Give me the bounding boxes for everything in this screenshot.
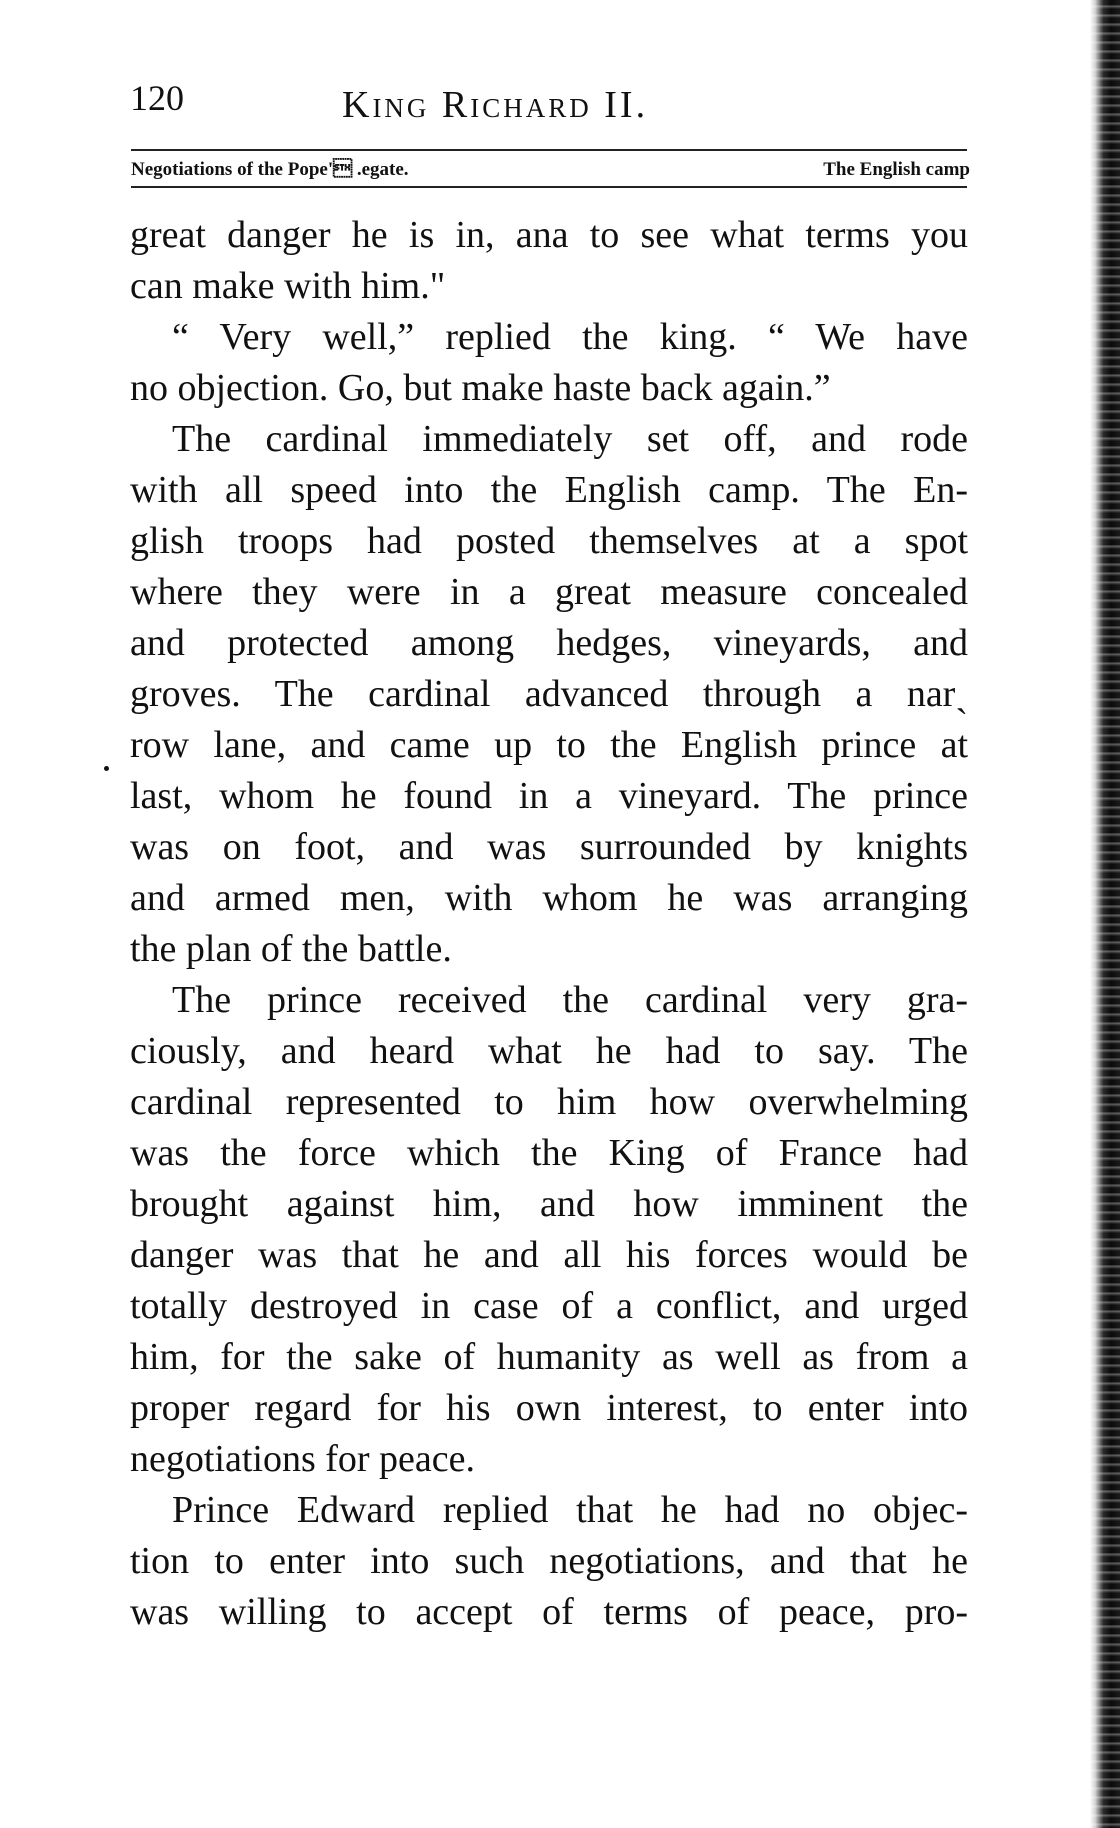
text-line: great danger he is in, ana to see what terms you [130, 214, 968, 256]
text-line: groves. The cardinal advanced through a narˎ [130, 673, 968, 715]
text-line: The prince received the cardinal very gra- [172, 979, 968, 1021]
text-line: no objection. Go, but make haste back again.” [130, 367, 831, 409]
text-line: tion to enter into such negotiations, and that he [130, 1540, 968, 1582]
text-line: and armed men, with whom he was arranging [130, 877, 968, 919]
text-line: cardinal represented to him how overwhelming [130, 1081, 968, 1123]
text-line: danger was that he and all his forces would be [130, 1234, 968, 1276]
text-line: glish troops had posted themselves at a spot [130, 520, 968, 562]
text-line: where they were in a great measure concealed [130, 571, 968, 613]
header-rule-top [131, 149, 967, 151]
text-line: was willing to accept of terms of peace, pro- [130, 1591, 968, 1633]
running-title: King Richard II. [342, 84, 649, 126]
text-line: him, for the sake of humanity as well as from a [130, 1336, 968, 1378]
text-line: the plan of the battle. [130, 928, 452, 970]
text-line: can make with him." [130, 265, 446, 307]
section-subhead-left: Negotiations of the Pope' .egate. [131, 159, 409, 180]
text-line: proper regard for his own interest, to enter into [130, 1387, 968, 1429]
text-line: and protected among hedges, vineyards, and [130, 622, 968, 664]
text-line: negotiations for peace. [130, 1438, 476, 1480]
text-line: brought against him, and how imminent the [130, 1183, 968, 1225]
scanned-binding-edge [1090, 0, 1120, 1828]
text-line: ciously, and heard what he had to say. The [130, 1030, 968, 1072]
section-subhead-right: The English camp [823, 159, 970, 180]
text-line: The cardinal immediately set off, and rode [172, 418, 968, 460]
text-line: totally destroyed in case of a conflict, and urged [130, 1285, 968, 1327]
header-rule-bottom [131, 186, 967, 188]
body-text [130, 210, 968, 1638]
text-line: was on foot, and was surrounded by knights [130, 826, 968, 868]
text-line: row lane, and came up to the English prince at [130, 724, 968, 766]
text-line: Prince Edward replied that he had no objec- [172, 1489, 968, 1531]
page-number: 120 [130, 78, 184, 118]
text-line: last, whom he found in a vineyard. The prince [130, 775, 968, 817]
text-line: “ Very well,” replied the king. “ We have [172, 316, 968, 358]
text-line: with all speed into the English camp. The En- [130, 469, 968, 511]
margin-mark [104, 766, 109, 771]
text-line: was the force which the King of France had [130, 1132, 968, 1174]
